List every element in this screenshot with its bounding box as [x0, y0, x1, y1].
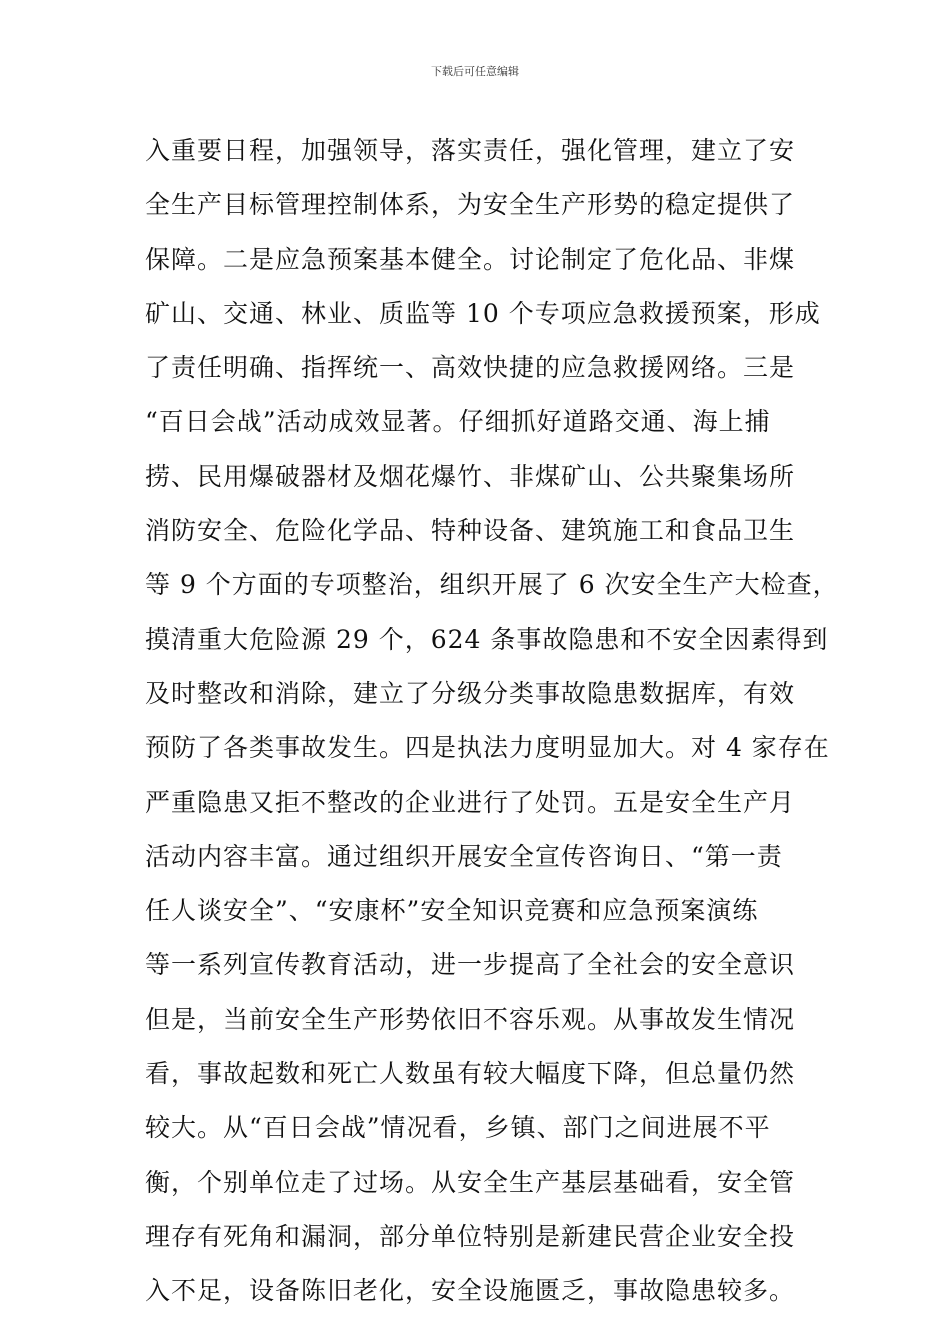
page-header: 下载后可任意编辑	[431, 65, 519, 78]
body-paragraph	[145, 124, 845, 1319]
text-line: 了责任明确、指挥统一、高效快捷的应急救援网络。三是	[145, 353, 796, 383]
text-line: 任人谈安全”、“安康杯”安全知识竞赛和应急预案演练	[145, 896, 759, 926]
text-line: 预防了各类事故发生。四是执法力度明显加大。对 4 家存在	[145, 733, 830, 763]
text-line: 衡，个别单位走了过场。从安全生产基层基础看，安全管	[145, 1167, 796, 1197]
text-line: 但是，当前安全生产形势依旧不容乐观。从事故发生情况	[145, 1004, 796, 1034]
text-line: 全生产目标管理控制体系，为安全生产形势的稳定提供了	[145, 190, 796, 220]
text-line: 入不足，设备陈旧老化，安全设施匮乏，事故隐患较多。	[145, 1276, 796, 1306]
text-line: 及时整改和消除，建立了分级分类事故隐患数据库，有效	[145, 678, 796, 708]
text-line: 捞、民用爆破器材及烟花爆竹、非煤矿山、公共聚集场所	[145, 461, 796, 491]
text-line: 严重隐患又拒不整改的企业进行了处罚。五是安全生产月	[145, 787, 796, 817]
text-line: 保障。二是应急预案基本健全。讨论制定了危化品、非煤	[145, 244, 796, 274]
text-line: 较大。从“百日会战”情况看，乡镇、部门之间进展不平	[145, 1113, 771, 1143]
text-line: 消防安全、危险化学品、特种设备、建筑施工和食品卫生	[145, 516, 796, 546]
text-line: 活动内容丰富。通过组织开展安全宣传咨询日、“第一责	[145, 841, 783, 871]
text-line: 入重要日程，加强领导，落实责任，强化管理，建立了安	[145, 136, 796, 165]
text-line: 看，事故起数和死亡人数虽有较大幅度下降，但总量仍然	[145, 1059, 796, 1089]
text-line: 矿山、交通、林业、质监等 10 个专项应急救援预案，形成	[145, 298, 821, 328]
text-line: 摸清重大危险源 29 个，624 条事故隐患和不安全因素得到	[145, 624, 829, 654]
text-line: 等一系列宣传教育活动，进一步提高了全社会的安全意识	[145, 950, 796, 980]
text-line: 理存有死角和漏洞，部分单位特别是新建民营企业安全投	[145, 1221, 796, 1251]
text-line: 等 9 个方面的专项整治，组织开展了 6 次安全生产大检查，	[145, 570, 839, 600]
text-line: “百日会战”活动成效显著。仔细抓好道路交通、海上捕	[145, 407, 771, 437]
